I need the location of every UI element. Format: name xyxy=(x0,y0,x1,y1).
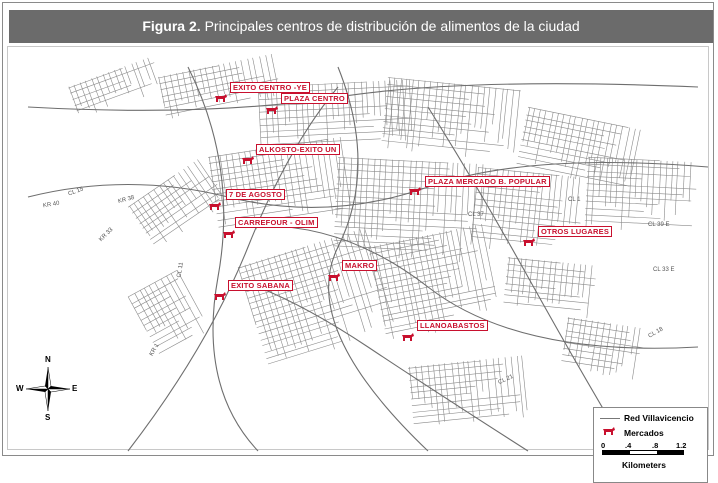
street-label: CL 15 xyxy=(67,186,85,198)
figure-title-bar xyxy=(9,10,713,43)
market-icon xyxy=(208,201,222,211)
market-icon xyxy=(265,105,279,115)
street-label: KR 1 xyxy=(148,342,161,358)
market-icon xyxy=(241,155,255,165)
legend-markets-label: Mercados xyxy=(624,428,664,438)
north-arrow-compass xyxy=(16,355,78,422)
market-label-carrefour: CARREFOUR - OLIM xyxy=(235,217,318,228)
compass-s: S xyxy=(45,413,51,422)
market-legend-icon xyxy=(602,426,616,436)
market-label-llanoabastos: LLANOABASTOS xyxy=(417,320,488,331)
compass-rose-icon xyxy=(18,359,78,419)
scale-bar xyxy=(602,450,684,455)
market-label-plaza-centro: PLAZA CENTRO xyxy=(281,93,348,104)
street-label: KR 38 xyxy=(117,194,136,206)
market-icon xyxy=(327,272,341,282)
street-network xyxy=(8,47,710,451)
street-label: CL 21 xyxy=(497,373,515,387)
scale-tick: .4 xyxy=(625,441,632,450)
street-label: CL 18 xyxy=(647,326,665,340)
market-label-plaza-popular: PLAZA MERCADO B. POPULAR xyxy=(425,176,550,187)
figure-label: Figura 2. xyxy=(142,18,201,34)
street-label: CL 1 xyxy=(568,197,581,203)
figure-title: Principales centros de distribución de alimentos de la ciudad xyxy=(204,18,580,34)
street-label: CL 37 xyxy=(468,212,484,218)
market-label-exito-sabana: EXITO SABANA xyxy=(228,280,293,291)
market-icon xyxy=(214,93,228,103)
market-label-7-de-agosto: 7 DE AGOSTO xyxy=(226,189,285,200)
market-icon xyxy=(408,186,422,196)
scale-tick: .8 xyxy=(652,441,659,450)
market-label-makro: MAKRO xyxy=(342,260,377,271)
market-icon xyxy=(522,237,536,247)
market-label-otros-lugares: OTROS LUGARES xyxy=(538,226,612,237)
scale-unit-label: Kilometers xyxy=(622,460,666,470)
network-line-sample xyxy=(600,418,620,419)
scale-tick: 0 xyxy=(601,441,606,450)
market-label-alkosto: ALKOSTO-EXITO UN xyxy=(256,144,340,155)
legend-network-label: Red Villavicencio xyxy=(624,413,694,423)
street-label: KR 33 xyxy=(98,226,115,244)
market-icon xyxy=(401,332,415,342)
map-area xyxy=(7,46,709,470)
market-icon xyxy=(213,291,227,301)
market-label-exito-centro: EXITO CENTRO -YE xyxy=(230,82,310,93)
map-legend xyxy=(593,407,708,483)
compass-e: E xyxy=(72,384,78,393)
street-label: KR 40 xyxy=(42,200,61,210)
compass-n: N xyxy=(45,355,51,364)
street-label: CL 33 E xyxy=(653,267,675,273)
street-label: CL 39 E xyxy=(648,222,670,228)
market-icon xyxy=(222,229,236,239)
scale-tick: 1.2 xyxy=(676,441,687,450)
compass-w: W xyxy=(16,384,24,393)
street-label: CL 11 xyxy=(176,261,185,279)
